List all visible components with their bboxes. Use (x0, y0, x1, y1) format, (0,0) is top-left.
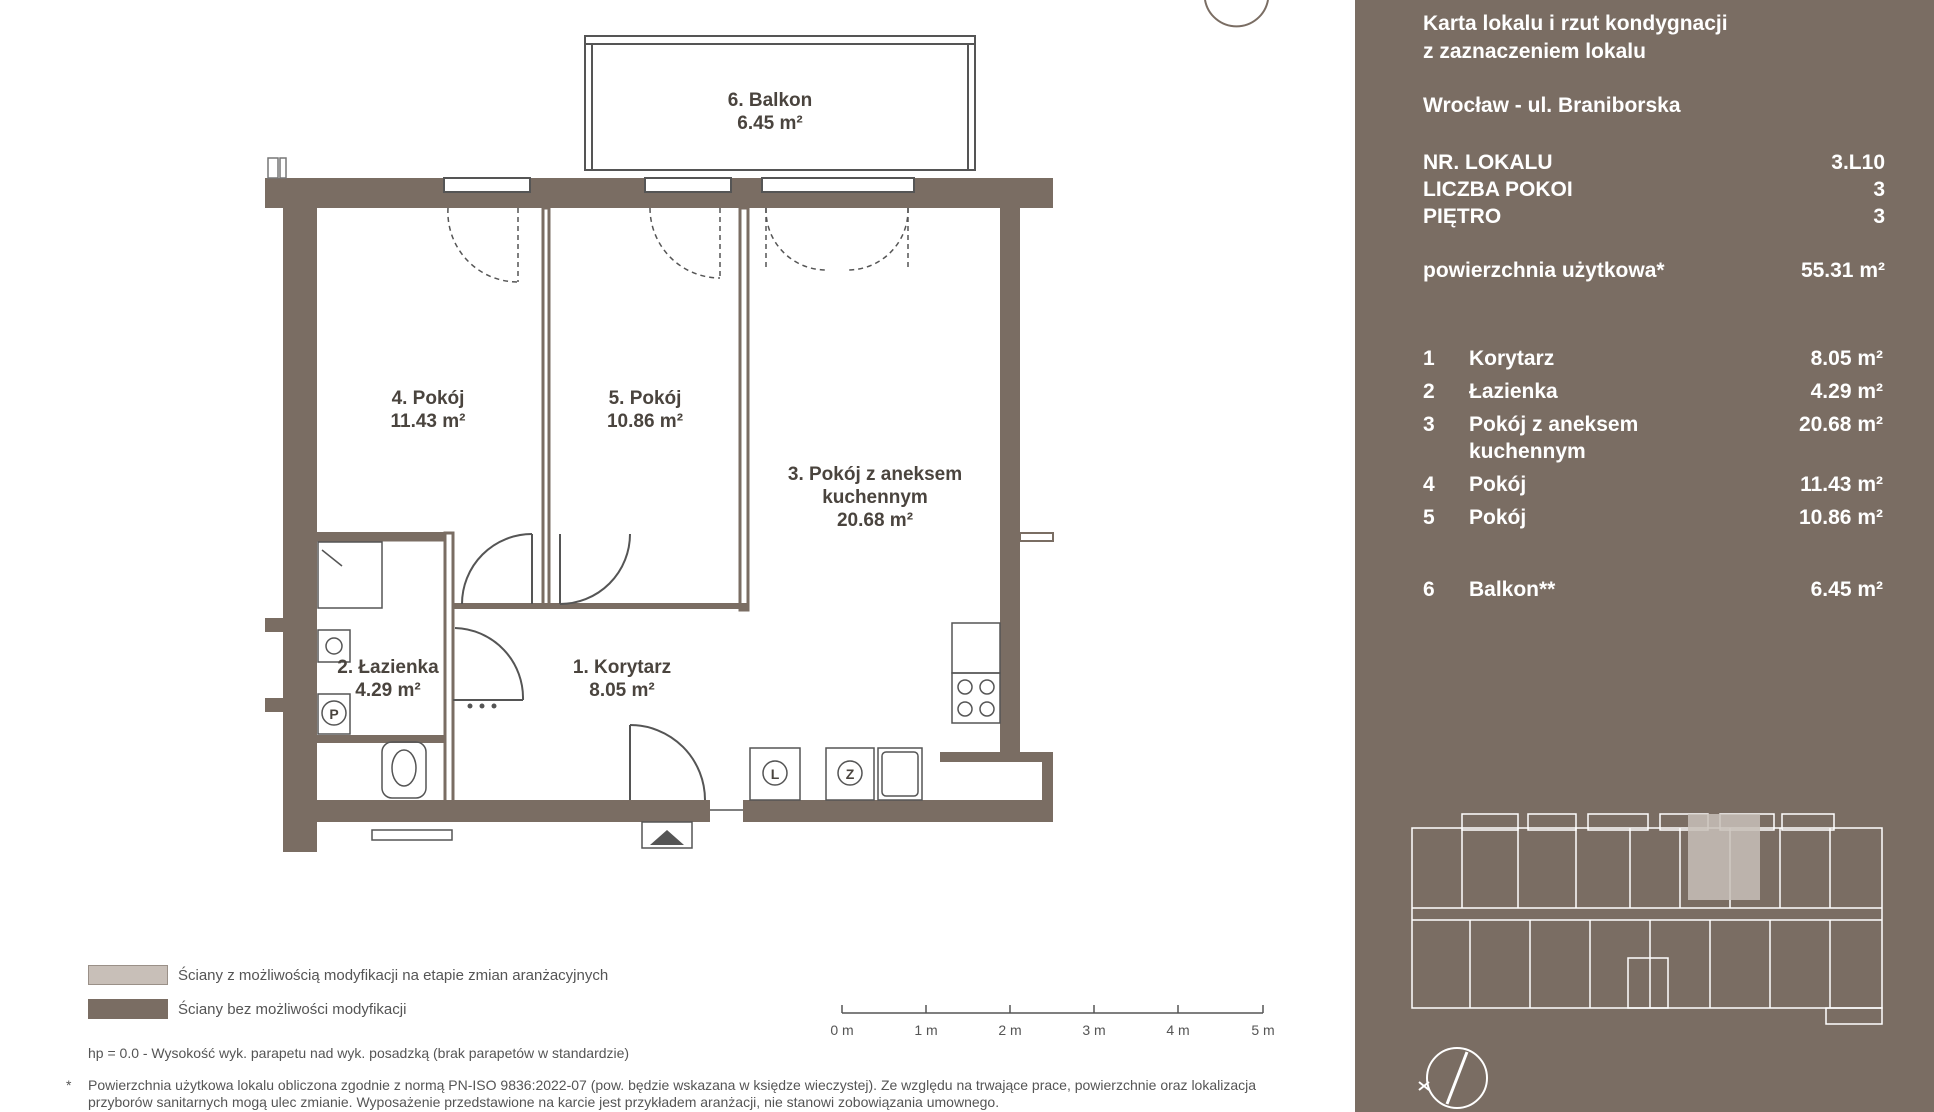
compass-icon (1415, 1040, 1495, 1112)
room-name: Pokój (1469, 473, 1527, 496)
panel-title (1423, 10, 1728, 66)
highlighted-unit (1688, 814, 1760, 900)
liczba-pokoi-row (1423, 178, 1885, 202)
room-name: Łazienka (1469, 380, 1558, 403)
footnote (66, 1077, 1286, 1111)
room-name: Pokój (1469, 506, 1527, 529)
label-pokoj-4: 4. Pokój 11.43 m² (390, 388, 466, 432)
list-item (1423, 345, 1883, 372)
pietro-label: PIĘTRO (1423, 205, 1502, 228)
liczba-pokoi-label: LICZBA POKOI (1423, 178, 1573, 201)
legend-fixed: Ściany bez możliwości modyfikacji (178, 1000, 407, 1018)
room-area: 11.43 m² (1800, 473, 1883, 496)
area-row (1423, 259, 1885, 283)
scale-label: 4 m (1166, 1022, 1190, 1038)
room-area: 10.86 m² (1798, 506, 1883, 529)
scale-label: 0 m (830, 1022, 854, 1038)
label-balkon: 6. Balkon 6.45 m² (727, 90, 813, 134)
scale-labels (0, 1022, 1355, 1042)
label-pokoj-5: 5. Pokój 10.86 m² (606, 388, 684, 432)
kitchen-fixtures (750, 623, 1000, 800)
label-pokoj-3: 3. Pokój z aneksem kuchennym 20.68 m² (787, 464, 963, 531)
footnote-text: Powierzchnia użytkowa lokalu obliczona zgodnie z normą PN-ISO 9836:2022-07 (pow. będzie wskazana w księdze wieczystej). Ze względu na trwające prace, powierzchnie oraz lokalizacja przyborów sanitarnych mogą ulec zmianie. Wyposażenie przedstawione na karcie jest przykładem aranżacji, nie stanowi zobowiązania umownego. (88, 1077, 1257, 1110)
location: Wrocław - ul. Braniborska (1423, 94, 1681, 117)
room-no: 2 (1423, 380, 1435, 403)
pietro-row (1423, 205, 1885, 229)
room-area: 8.05 m² (1810, 347, 1883, 370)
legend-swatch-fixed (88, 999, 168, 1019)
legend-swatch-modifiable (88, 965, 168, 985)
room-no: 4 (1423, 473, 1435, 496)
list-item (1423, 411, 1883, 465)
legend (88, 963, 608, 1031)
room-name-line-2: kuchennym (1469, 440, 1586, 463)
room-name: Balkon** (1469, 578, 1556, 601)
liczba-pokoi-value: 3 (1873, 178, 1885, 201)
room-area: 20.68 m² (1798, 413, 1883, 436)
room-no: 1 (1423, 347, 1435, 370)
key-plan-diagram (1410, 808, 1890, 1028)
shower-icon (318, 542, 382, 608)
entrance-arrow-icon (642, 822, 692, 848)
list-item (1423, 576, 1883, 603)
legend-modifiable: Ściany z możliwością modyfikacji na etapie zmian aranżacyjnych (178, 966, 609, 984)
room-name: Korytarz (1469, 347, 1555, 370)
hp-note: hp = 0.0 - Wysokość wyk. parapetu nad wyk. posadzką (brak parapetów w standardzie) (88, 1045, 630, 1061)
list-item (1423, 471, 1883, 498)
footnote-star: * (66, 1077, 72, 1093)
windows (444, 178, 914, 192)
scale-bar (842, 1005, 1263, 1013)
label-korytarz: 1. Korytarz 8.05 m² (572, 657, 672, 701)
list-item (1423, 378, 1883, 405)
nr-lokalu-label: NR. LOKALU (1423, 151, 1553, 174)
appliance-p-label: P (329, 706, 339, 722)
room-area: 4.29 m² (1810, 380, 1883, 403)
scale-label: 2 m (998, 1022, 1022, 1038)
area-label: powierzchnia użytkowa* (1423, 259, 1665, 282)
label-lazienka: 2. Łazienka 4.29 m² (337, 657, 439, 701)
room-area: 6.45 m² (1810, 578, 1883, 601)
compass-icon (1205, 0, 1268, 26)
appliance-l-label: L (770, 766, 780, 782)
scale-label: 1 m (914, 1022, 938, 1038)
scale-label: 3 m (1082, 1022, 1106, 1038)
pietro-value: 3 (1873, 205, 1885, 228)
cooktop-icon (952, 673, 1000, 723)
room-no: 5 (1423, 506, 1435, 529)
doors (448, 208, 908, 282)
title-line-2: z zaznaczeniem lokalu (1423, 40, 1646, 63)
appliance-z-label: Z (845, 766, 855, 782)
nr-lokalu-value: 3.L10 (1831, 151, 1885, 174)
room-name (1469, 411, 1799, 465)
title-line-1: Karta lokalu i rzut kondygnacji (1423, 12, 1728, 35)
room-name-line-1: Pokój z aneksem (1469, 413, 1639, 436)
room-no: 3 (1423, 413, 1435, 436)
room-no: 6 (1423, 578, 1435, 601)
nr-lokalu-row (1423, 151, 1885, 175)
scale-label: 5 m (1251, 1022, 1275, 1038)
list-item (1423, 504, 1883, 531)
area-value: 55.31 m² (1800, 259, 1885, 282)
info-panel (1355, 0, 1934, 1112)
interior-walls (317, 208, 748, 803)
